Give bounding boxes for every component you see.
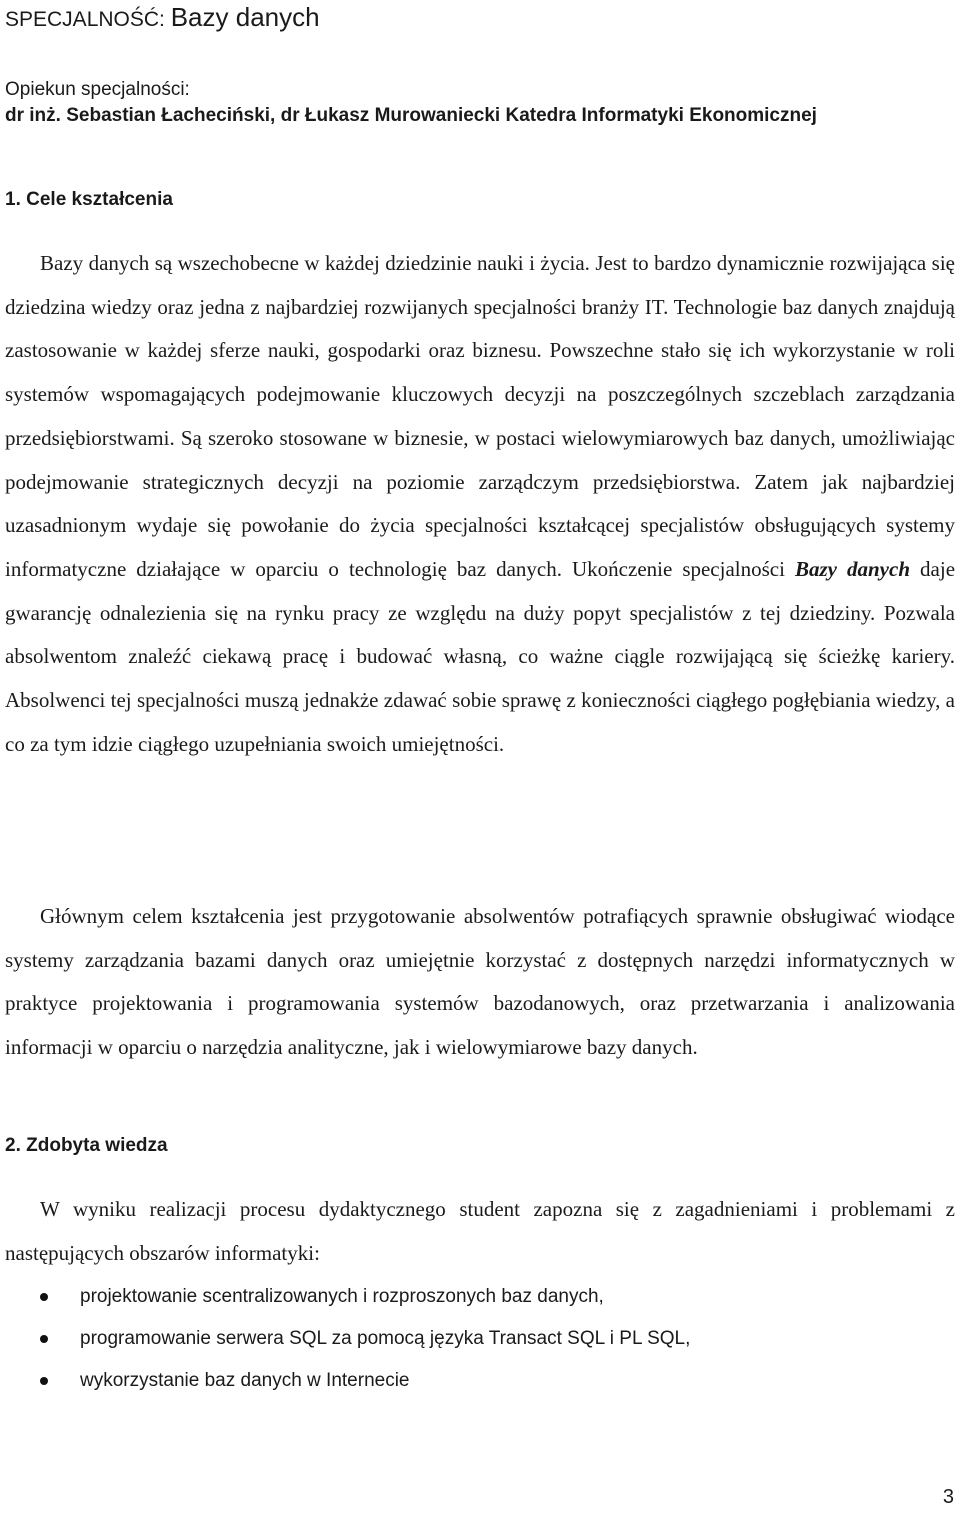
- supervisor-label: Opiekun specjalności:: [5, 79, 190, 100]
- goals-paragraph-1-text-b: daje gwarancję odnalezienia się na rynku pracy ze względu na duży popyt specjalistów z tej dziedziny. Pozwala absolwentom znaleźć ciekawą pracę i budować własną, co ważne ciągle rozwijającą się ścieżkę kariery. Absolwenci tej specjalności muszą jednakże zdawać sobie sprawę z konieczności ciągłego pogłębiania wiedzy, a co za tym idzie ciągłego uzupełniania swoich umiejętności.: [5, 556, 956, 756]
- knowledge-intro-text: W wyniku realizacji procesu dydaktycznego student zapozna się z zagadnieniami i problemami z następujących obszarów informatyki:: [5, 1197, 955, 1265]
- list-item-text: wykorzystanie baz danych w Internecie: [80, 1370, 410, 1391]
- goals-paragraph-2: [5, 895, 955, 1070]
- section-heading-knowledge: 2. Zdobyta wiedza: [5, 1135, 168, 1156]
- bullet-icon: [40, 1335, 48, 1343]
- specialty-name-emphasis: Bazy danych: [794, 556, 911, 581]
- list-item-text: programowanie serwera SQL za pomocą języka Transact SQL i PL SQL,: [80, 1328, 691, 1349]
- bullet-icon: [40, 1377, 48, 1385]
- knowledge-intro-paragraph: [5, 1188, 955, 1275]
- specialty-label: SPECJALNOŚĆ:: [5, 8, 171, 31]
- list-item-text: projektowanie scentralizowanych i rozproszonych baz danych,: [80, 1286, 604, 1307]
- goals-paragraph-2-text: Głównym celem kształcenia jest przygotowanie absolwentów potrafiących sprawnie obsługiwać wiodące systemy zarządzania bazami danych oraz umiejętnie korzystać z dostępnych narzędzi informatycznych w praktyce projektowania i programowania systemów bazodanowych, oraz przetwarzania i analizowania informacji w oparciu o narzędzia analityczne, jak i wielowymiarowe bazy danych.: [5, 904, 955, 1060]
- bullet-icon: [40, 1293, 48, 1301]
- specialty-name: Bazy danych: [170, 2, 320, 32]
- page-number: 3: [942, 1486, 954, 1508]
- specialty-title: [5, 0, 320, 37]
- section-heading-goals: 1. Cele kształcenia: [5, 189, 173, 210]
- supervisor-names: dr inż. Sebastian Łacheciński, dr Łukasz Murowaniecki Katedra Informatyki Ekonomicznej: [5, 105, 817, 126]
- goals-paragraph-1-text-a: Bazy danych są wszechobecne w każdej dziedzinie nauki i życia. Jest to bardzo dynamicznie rozwijająca się dziedzina wiedzy oraz jedna z najbardziej rozwijanych specjalności branży IT. Technologie baz danych znajdują zastosowanie w każdej sferze nauki, gospodarki oraz biznesu. Powszechne stało się ich wykorzystanie w roli systemów wspomagających podejmowanie kluczowych decyzji na poszczególnych szczeblach zarządzania przedsiębiorstwami. Są szeroko stosowane w biznesie, w postaci wielowymiarowych baz danych, umożliwiając podejmowanie strategicznych decyzji na poziomie zarządczym przedsiębiorstwa. Zatem jak najbardziej uzasadnionym wydaje się powołanie do życia specjalności kształcącej specjalistów obsługujących systemy informatyczne działające w oparciu o technologię baz danych. Ukończenie specjalności: [5, 251, 955, 581]
- goals-paragraph-1: [5, 242, 955, 766]
